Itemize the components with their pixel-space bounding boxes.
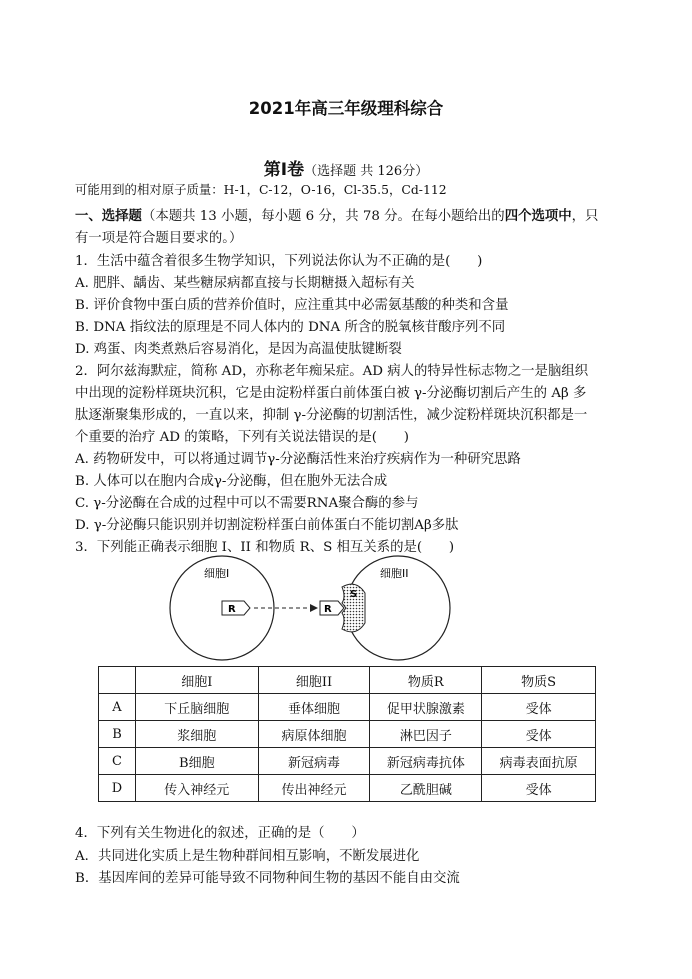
table-cell: 浆细胞 (135, 721, 258, 748)
table-cell: A (99, 694, 136, 721)
option: C. γ-分泌酶在合成的过程中可以不需要RNA聚合酶的参与 (75, 496, 419, 511)
question-stem: 3．下列能正确表示细胞 I、II 和物质 R、S 相互关系的是( ) (75, 540, 455, 555)
section-text-end: ，只 (571, 209, 599, 224)
table-row (99, 721, 596, 748)
section-emphasis: 四个选项中 (504, 209, 572, 224)
option: B．基因库间的差异可能导致不同物种间生物的基因不能自由交流 (75, 871, 460, 886)
table-header-cell: 物质R (370, 667, 482, 694)
option: B. 人体可以在胞内合成γ-分泌酶，但在胞外无法合成 (75, 474, 388, 489)
table-cell: 下丘脑细胞 (135, 694, 258, 721)
section-heading (75, 205, 598, 224)
table-cell: 淋巴因子 (370, 721, 482, 748)
table-cell: 新冠病毒 (258, 748, 370, 775)
table-cell: D (99, 775, 136, 802)
question-stem: 个重要的治疗 AD 的策略，下列有关说法错误的是( ) (75, 430, 409, 445)
section-label: 一、选择题 (75, 209, 142, 224)
receptor-s-label: S (350, 589, 358, 600)
atomic-masses: 可能用到的相对原子质量：H-1，C-12，O-16，Cl-35.5，Cd-112 (75, 182, 447, 197)
table-cell: B细胞 (135, 748, 258, 775)
table-header-cell: 物质S (482, 667, 596, 694)
option: A. 药物研发中，可以将通过调节γ-分泌酶活性来治疗疾病作为一种研究思路 (75, 452, 521, 467)
table-cell: 垂体细胞 (258, 694, 370, 721)
question-stem: 肽逐渐聚集形成的，一直以来，抑制 γ-分泌酶的切割活性，减少淀粉样斑块沉积都是一 (75, 408, 588, 423)
arrow-head-icon (310, 604, 318, 612)
question-stem: 中出现的淀粉样斑块沉积，它是由淀粉样蛋白前体蛋白被 γ-分泌酶切割后产生的 Aβ 多 (75, 386, 587, 401)
table-cell: 病原体细胞 (258, 721, 370, 748)
option: B. DNA 指纹法的原理是不同人体内的 DNA 所含的脱氧核苷酸序列不同 (75, 320, 506, 335)
volume-note: （选择题 共 126分） (304, 164, 429, 179)
section-text-2: 有一项是符合题目要求的。） (75, 231, 243, 246)
option: A. 肥胖、龋齿、某些糖尿病都直接与长期糖摄入超标有关 (75, 276, 415, 291)
cell-diagram (160, 553, 460, 663)
table-row (99, 748, 596, 775)
cell-2-label: 细胞II (380, 567, 409, 580)
table-cell: 新冠病毒抗体 (370, 748, 482, 775)
signal-r-shape-1 (222, 601, 250, 615)
signal-r-label-2: R (324, 604, 332, 615)
table-cell: 促甲状腺激素 (370, 694, 482, 721)
table-row (99, 694, 596, 721)
table-cell: 受体 (482, 721, 596, 748)
option: A．共同进化实质上是生物种群间相互影响，不断发展进化 (75, 849, 420, 864)
question-stem: 4．下列有关生物进化的叙述，正确的是（ ） (75, 826, 365, 841)
question-stem: 2．阿尔兹海默症，简称 AD，亦称老年痴呆症。AD 病人的特异性标志物之一是脑组织 (75, 364, 589, 379)
table-cell: 病毒表面抗原 (482, 748, 596, 775)
cell-1-label: 细胞I (204, 567, 230, 580)
table-header-cell (99, 667, 136, 694)
page-title: 2021年高三年级理科综合 (248, 99, 444, 118)
table-header-row (99, 667, 596, 694)
table-cell: 受体 (482, 694, 596, 721)
options-table (98, 666, 596, 802)
table-cell: 受体 (482, 775, 596, 802)
signal-r-label-1: R (228, 604, 236, 615)
question-stem: 1．生活中蕴含着很多生物学知识，下列说法你认为不正确的是( ) (75, 254, 483, 269)
table-cell: C (99, 748, 136, 775)
section-text-1: （本题共 13 小题，每小题 6 分，共 78 分。在每小题给出的 (141, 209, 505, 224)
table-cell: B (99, 721, 136, 748)
table-cell: 传入神经元 (135, 775, 258, 802)
option: D. γ-分泌酶只能识别并切割淀粉样蛋白前体蛋白不能切割Aβ多肽 (75, 518, 459, 533)
table-cell: 乙酰胆碱 (370, 775, 482, 802)
volume-label: 第Ⅰ卷 (263, 160, 305, 180)
option: B. 评价食物中蛋白质的营养价值时，应注重其中必需氨基酸的种类和含量 (75, 298, 509, 313)
volume-heading (0, 155, 692, 180)
table-header-cell: 细胞II (258, 667, 370, 694)
table-cell: 传出神经元 (258, 775, 370, 802)
table-header-cell: 细胞I (135, 667, 258, 694)
option: D. 鸡蛋、肉类煮熟后容易消化，是因为高温使肽键断裂 (75, 342, 402, 357)
table-row (99, 775, 596, 802)
